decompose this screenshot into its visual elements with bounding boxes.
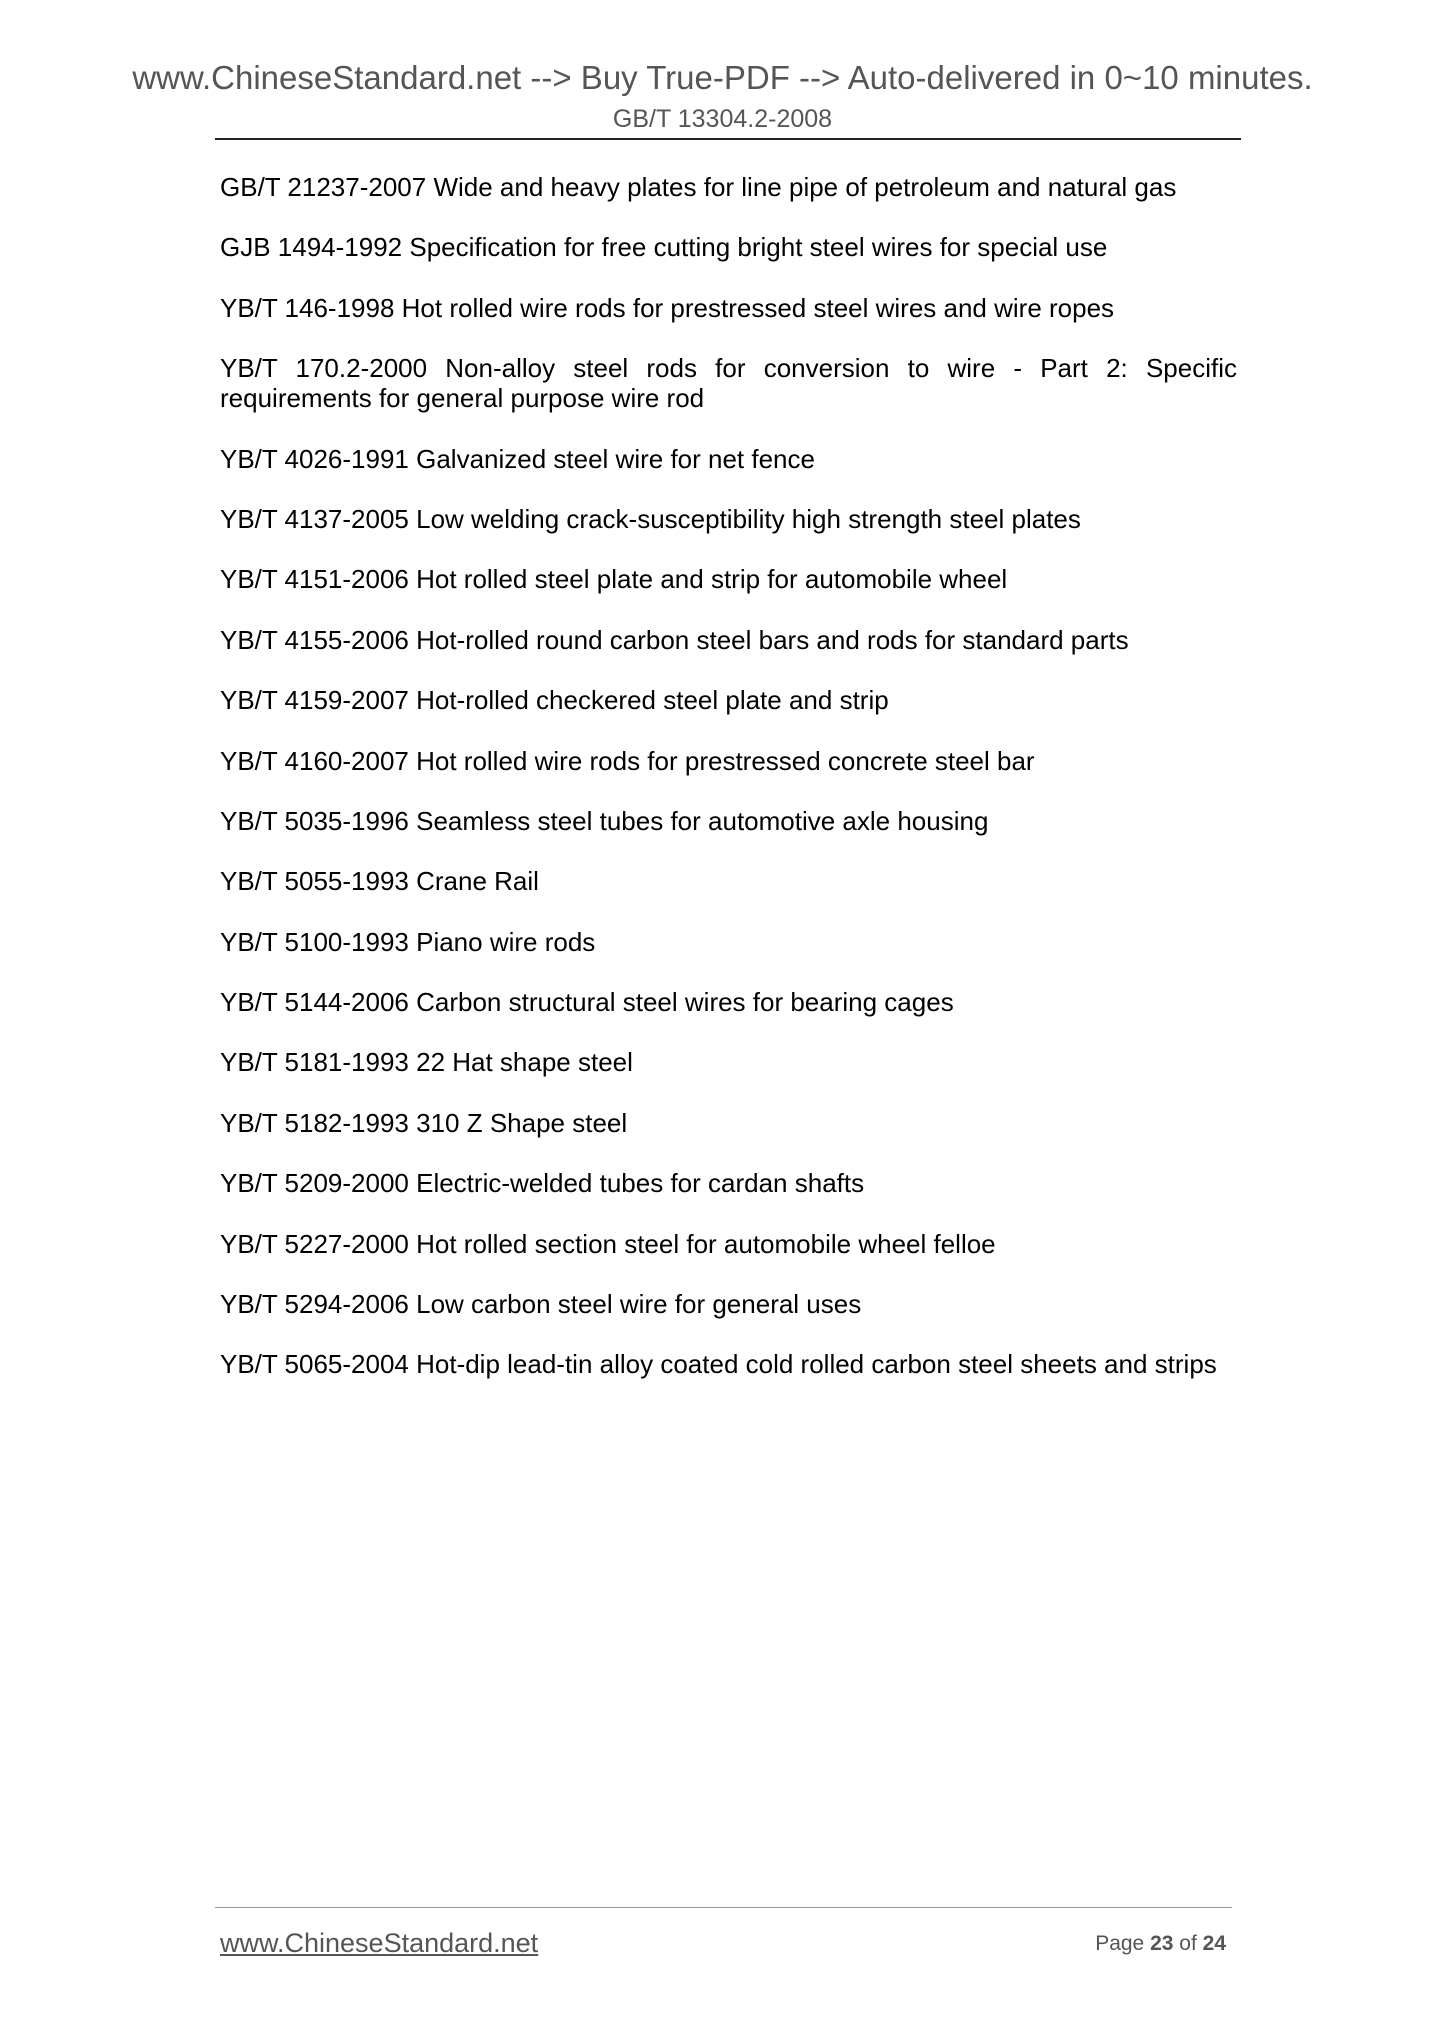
reference-list (220, 172, 1237, 1410)
reference-item: GJB 1494-1992 Specification for free cutting bright steel wires for special use (220, 232, 1108, 263)
page-total: 24 (1202, 1932, 1226, 1955)
reference-item: YB/T 4151-2006 Hot rolled steel plate and strip for automobile wheel (220, 564, 1008, 595)
reference-item: YB/T 5294-2006 Low carbon steel wire for general uses (220, 1289, 862, 1320)
reference-item: YB/T 5209-2000 Electric-welded tubes for cardan shafts (220, 1168, 865, 1199)
reference-item: YB/T 5065-2004 Hot-dip lead-tin alloy coated cold rolled carbon steel sheets and strips (220, 1349, 1217, 1380)
header-banner[interactable]: www.ChineseStandard.net --> Buy True-PDF --> Auto-delivered in 0~10 minutes. (132, 59, 1313, 96)
reference-item: YB/T 5035-1996 Seamless steel tubes for automotive axle housing (220, 805, 989, 836)
footer-divider (215, 1907, 1232, 1908)
reference-item: YB/T 5100-1993 Piano wire rods (220, 926, 596, 957)
page-of: of (1179, 1932, 1197, 1955)
header-divider (215, 138, 1241, 140)
reference-item: YB/T 4155-2006 Hot-rolled round carbon steel bars and rods for standard parts (220, 624, 1129, 655)
reference-item: YB/T 170.2-2000 Non-alloy steel rods for conversion to wire - Part 2: Specific requirements for general purpose wire rod (220, 353, 1237, 414)
footer-site-link[interactable]: www.ChineseStandard.net (220, 1928, 539, 1958)
reference-item: YB/T 5055-1993 Crane Rail (220, 866, 539, 897)
reference-item: YB/T 5182-1993 310 Z Shape steel (220, 1107, 628, 1138)
reference-item: YB/T 4159-2007 Hot-rolled checkered steel plate and strip (220, 685, 889, 716)
reference-item: GB/T 21237-2007 Wide and heavy plates for line pipe of petroleum and natural gas (220, 172, 1177, 202)
reference-item: YB/T 5144-2006 Carbon structural steel wires for bearing cages (220, 987, 954, 1018)
page-current: 23 (1150, 1932, 1174, 1955)
reference-item: YB/T 4026-1991 Galvanized steel wire for net fence (220, 443, 815, 474)
standard-number: GB/T 13304.2-2008 (612, 105, 833, 133)
reference-item: YB/T 5181-1993 22 Hat shape steel (220, 1047, 633, 1078)
reference-item: YB/T 146-1998 Hot rolled wire rods for prestressed steel wires and wire ropes (220, 292, 1115, 323)
reference-item: YB/T 4160-2007 Hot rolled wire rods for prestressed concrete steel bar (220, 745, 1035, 776)
reference-item: YB/T 4137-2005 Low welding crack-susceptibility high strength steel plates (220, 503, 1081, 534)
page-label: Page (1095, 1932, 1145, 1955)
page-number (1095, 1931, 1226, 1957)
reference-item: YB/T 5227-2000 Hot rolled section steel for automobile wheel felloe (220, 1228, 996, 1259)
